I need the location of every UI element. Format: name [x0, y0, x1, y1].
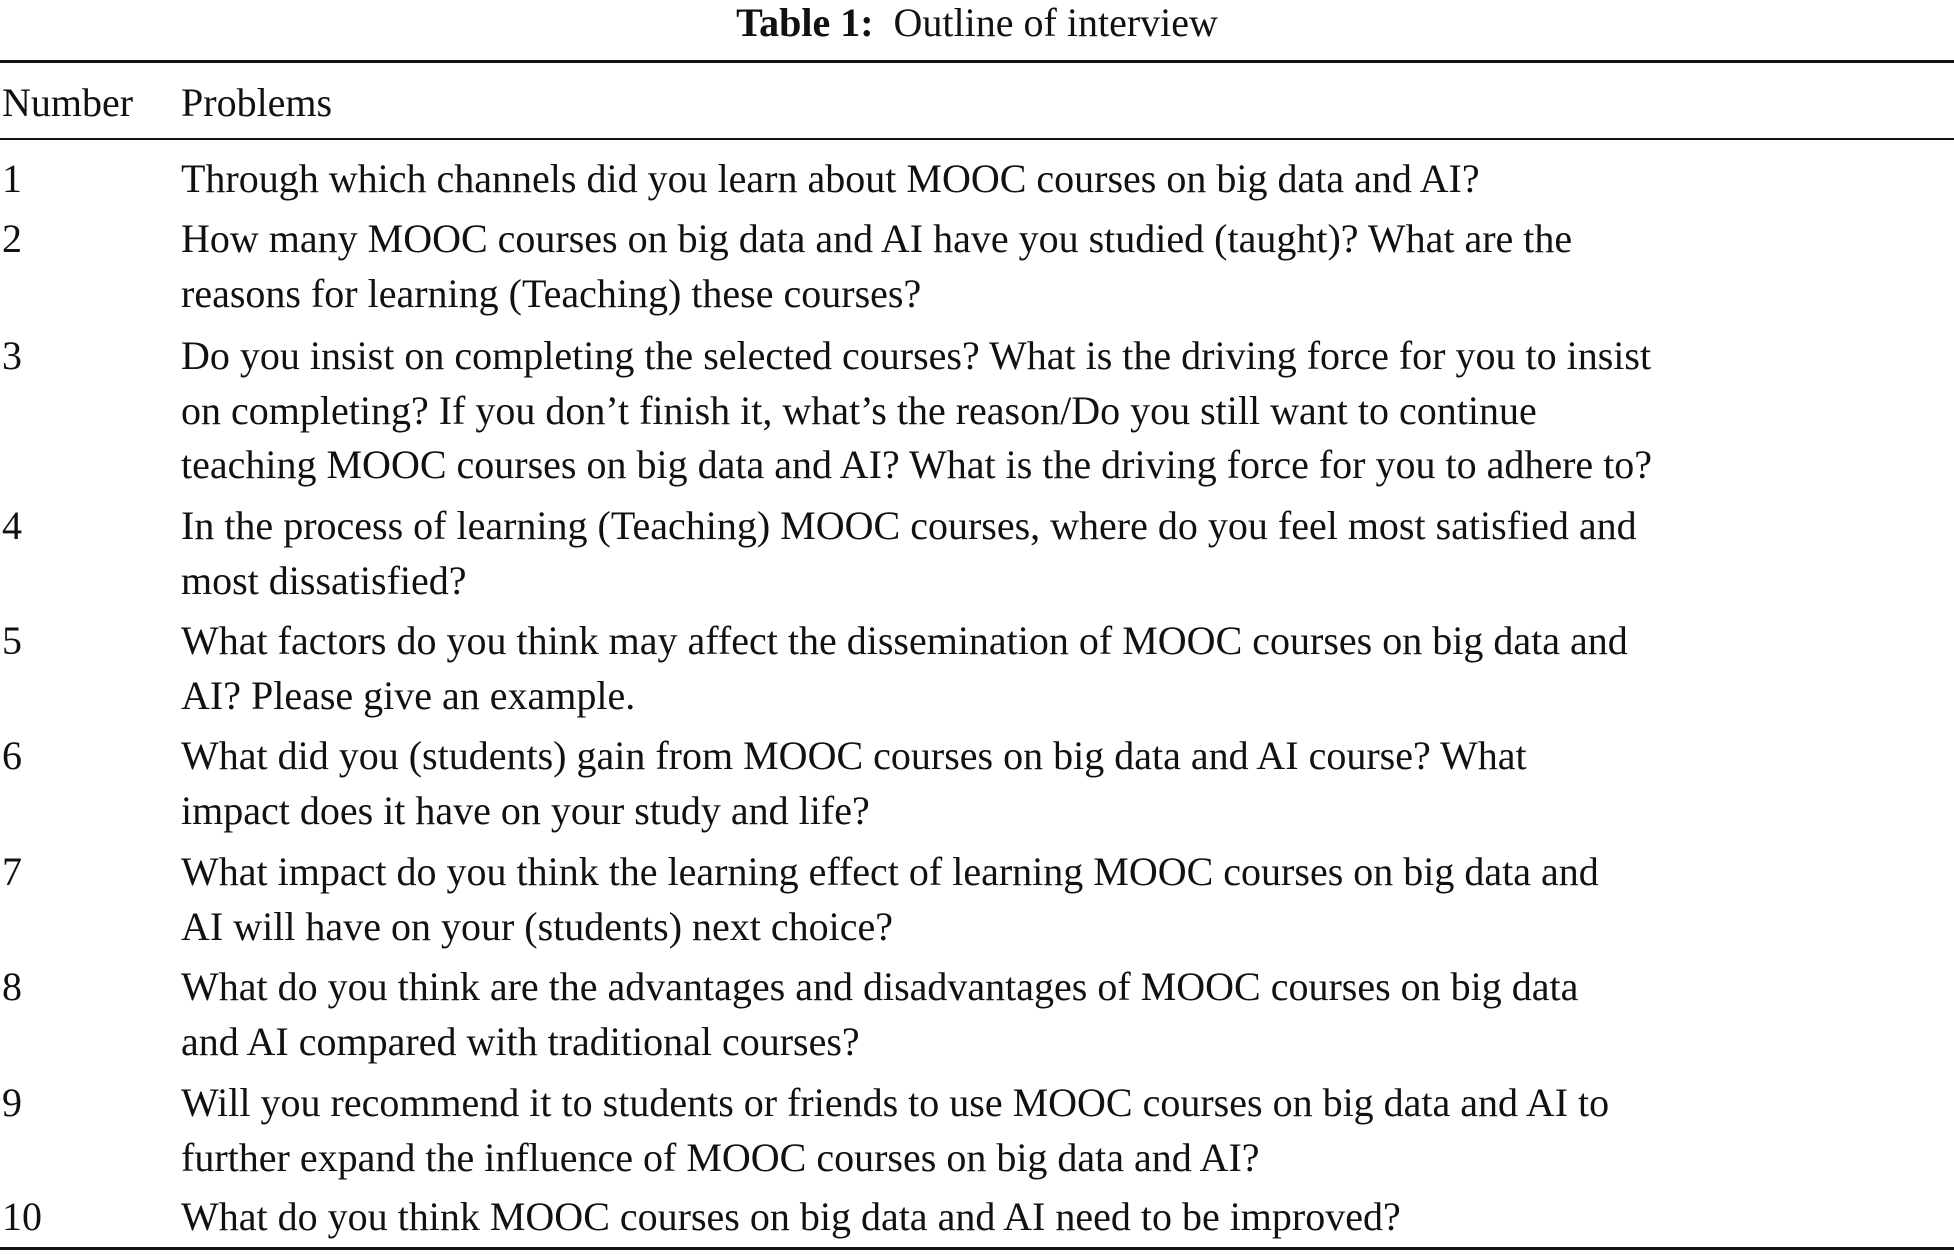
row-problem: [181, 1076, 1951, 1185]
table-caption-text: Outline of interview: [893, 0, 1218, 45]
row-number: 8: [2, 964, 22, 1009]
row-number: 7: [2, 849, 22, 894]
problem-line: AI? Please give an example.: [181, 672, 636, 718]
problem-line: In the process of learning (Teaching) MOOC courses, where do you feel most satisfied and: [181, 503, 1637, 548]
row-number: 2: [2, 216, 22, 261]
problem-line: What factors do you think may affect the dissemination of MOOC courses on big data and: [181, 618, 1628, 663]
row-number: 4: [2, 503, 22, 548]
table-header-row: [0, 76, 1954, 130]
row-number: 10: [2, 1194, 42, 1239]
problem-line: impact does it have on your study and life?: [181, 787, 870, 833]
problem-line: Through which channels did you learn about MOOC courses on big data and AI?: [181, 156, 1480, 201]
row-problem: [181, 845, 1951, 954]
problem-line: What do you think are the advantages and disadvantages of MOOC courses on big data: [181, 964, 1579, 1009]
problem-line: Will you recommend it to students or friends to use MOOC courses on big data and AI to: [181, 1080, 1610, 1125]
header-problems: Problems: [181, 80, 333, 125]
problem-line: teaching MOOC courses on big data and AI? What is the driving force for you to adhere to?: [181, 442, 1653, 487]
row-problem: [181, 329, 1951, 493]
table-caption-label: Table 1:: [736, 0, 874, 45]
problem-line: on completing? If you don’t finish it, what’s the reason/Do you still want to continue: [181, 387, 1537, 433]
row-problem: [181, 1190, 1951, 1245]
problem-line: What impact do you think the learning effect of learning MOOC courses on big data and: [181, 849, 1599, 894]
problem-line: further expand the influence of MOOC courses on big data and AI?: [181, 1134, 1260, 1180]
row-number: 5: [2, 618, 22, 663]
problem-line: What did you (students) gain from MOOC courses on big data and AI course? What: [181, 733, 1527, 778]
problem-line: Do you insist on completing the selected courses? What is the driving force for you to insist: [181, 333, 1652, 378]
problem-line: reasons for learning (Teaching) these courses?: [181, 270, 922, 316]
problem-line: most dissatisfied?: [181, 557, 467, 603]
table-caption: [0, 0, 1954, 46]
row-problem: [181, 729, 1951, 838]
problem-line: How many MOOC courses on big data and AI have you studied (taught)? What are the: [181, 216, 1573, 261]
row-problem: [181, 152, 1951, 207]
table-header-rule: [0, 138, 1954, 140]
table-bottom-rule: [0, 1247, 1954, 1250]
row-number: 1: [2, 156, 22, 201]
problem-line: and AI compared with traditional courses?: [181, 1018, 860, 1064]
row-number: 6: [2, 733, 22, 778]
problem-line: What do you think MOOC courses on big data and AI need to be improved?: [181, 1194, 1401, 1239]
row-problem: [181, 614, 1951, 723]
row-number: 9: [2, 1080, 22, 1125]
row-problem: [181, 212, 1951, 321]
row-problem: [181, 499, 1951, 608]
header-number: Number: [2, 80, 134, 125]
problem-line: AI will have on your (students) next choice?: [181, 903, 894, 949]
row-problem: [181, 960, 1951, 1069]
row-number: 3: [2, 333, 22, 378]
table-top-rule: [0, 60, 1954, 63]
